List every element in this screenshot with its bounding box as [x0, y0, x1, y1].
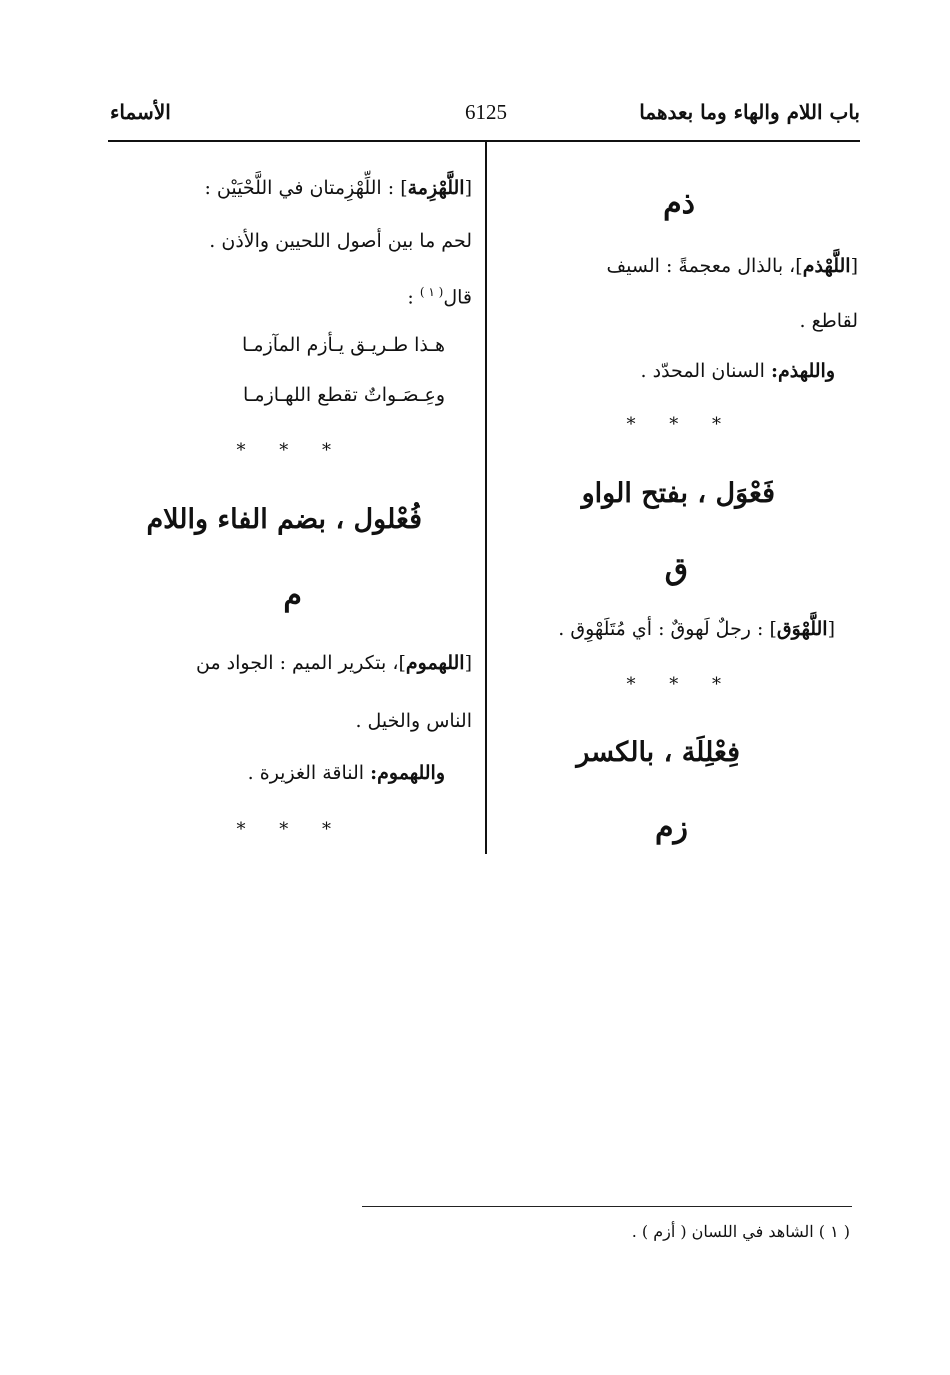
separator-stars: * * *: [236, 440, 345, 461]
heading-fulul: فُعْلول ، بضم الفاء واللام: [146, 504, 422, 535]
entry-lahdham2-def: السنان المحدّد .: [640, 360, 771, 382]
entry-lahdham-line1: [اللَّهْذم]، بالذال معجمةً : السيف: [606, 255, 858, 277]
entry-lahzima-line1: [اللَّهْزِمة] : اللِّهْزِمتان في اللَّحْيَيْن :: [204, 177, 472, 199]
term-lahzima: اللَّهْزِمة: [407, 177, 465, 199]
separator-stars: * * *: [236, 819, 345, 840]
entry-lahzima-line2: لحم ما بين أصول اللحيين والأذن .: [209, 230, 472, 252]
entry-lahmum-line1: [اللهموم]، بتكرير الميم : الجواد من: [196, 652, 472, 674]
term-lahmum: اللهموم: [405, 652, 465, 674]
footnote-rule: [362, 1206, 852, 1207]
page-number: 6125: [465, 100, 507, 124]
entry-lahwaq: [اللَّهْوَق] : رجلٌ لَهوقٌ : أي مُتَلَهْوِق .: [558, 618, 835, 640]
qal-word: قال: [443, 286, 472, 309]
running-head-title: الأسماء: [110, 100, 171, 124]
qal-colon: :: [407, 286, 420, 309]
entry-lahdham-line2: لقاطع .: [799, 310, 858, 332]
entry-lahmum-line2: الناس والخيل .: [355, 710, 472, 732]
verse-line-2: وعِـصَـواتٌ تقطع اللهـازمـا: [243, 384, 445, 406]
term-lahdham: اللَّهْذم: [802, 255, 851, 277]
verse-line-1: هـذا طـريـق يـأزم المآزمـا: [242, 334, 445, 356]
heading-dhm: ذم: [663, 186, 695, 221]
running-head-section: باب اللام والهاء وما بعدهما: [639, 100, 860, 124]
footnote-ref: ( ١ ): [419, 285, 444, 299]
heading-faul: فَعْوَل ، بفتح الواو: [581, 478, 775, 509]
term-lahdham2: واللهذم:: [770, 360, 835, 382]
entry-lahmum2-def: الناقة الغزيرة .: [247, 762, 371, 784]
footnote-text: ( ١ ) الشاهد في اللسان ( أزم ) .: [631, 1222, 850, 1241]
entry-lahwaq-def: : رجلٌ لَهوقٌ : أي مُتَلَهْوِق .: [558, 618, 770, 640]
column-divider: [485, 142, 487, 854]
header-rule: [108, 140, 860, 142]
heading-q: ق: [664, 552, 688, 587]
entry-lahdham2: [641, 360, 835, 382]
heading-zm: زم: [654, 810, 688, 845]
heading-filla: فِعْلِلَة ، بالكسر: [576, 737, 740, 768]
separator-stars: * * *: [626, 414, 735, 435]
separator-stars: * * *: [626, 674, 735, 695]
entry-lahdham-def: ، بالذال معجمةً : السيف: [606, 255, 796, 277]
entry-lahmum-def: ، بتكرير الميم : الجواد من: [196, 652, 399, 674]
heading-m: م: [283, 578, 302, 613]
term-lahmum2: واللهموم:: [370, 762, 445, 784]
qal-line: [407, 285, 472, 308]
entry-lahmum2: [248, 762, 445, 784]
entry-lahzima-def: : اللِّهْزِمتان في اللَّحْيَيْن :: [204, 177, 401, 199]
term-lahwaq: اللَّهْوَق: [776, 618, 828, 640]
